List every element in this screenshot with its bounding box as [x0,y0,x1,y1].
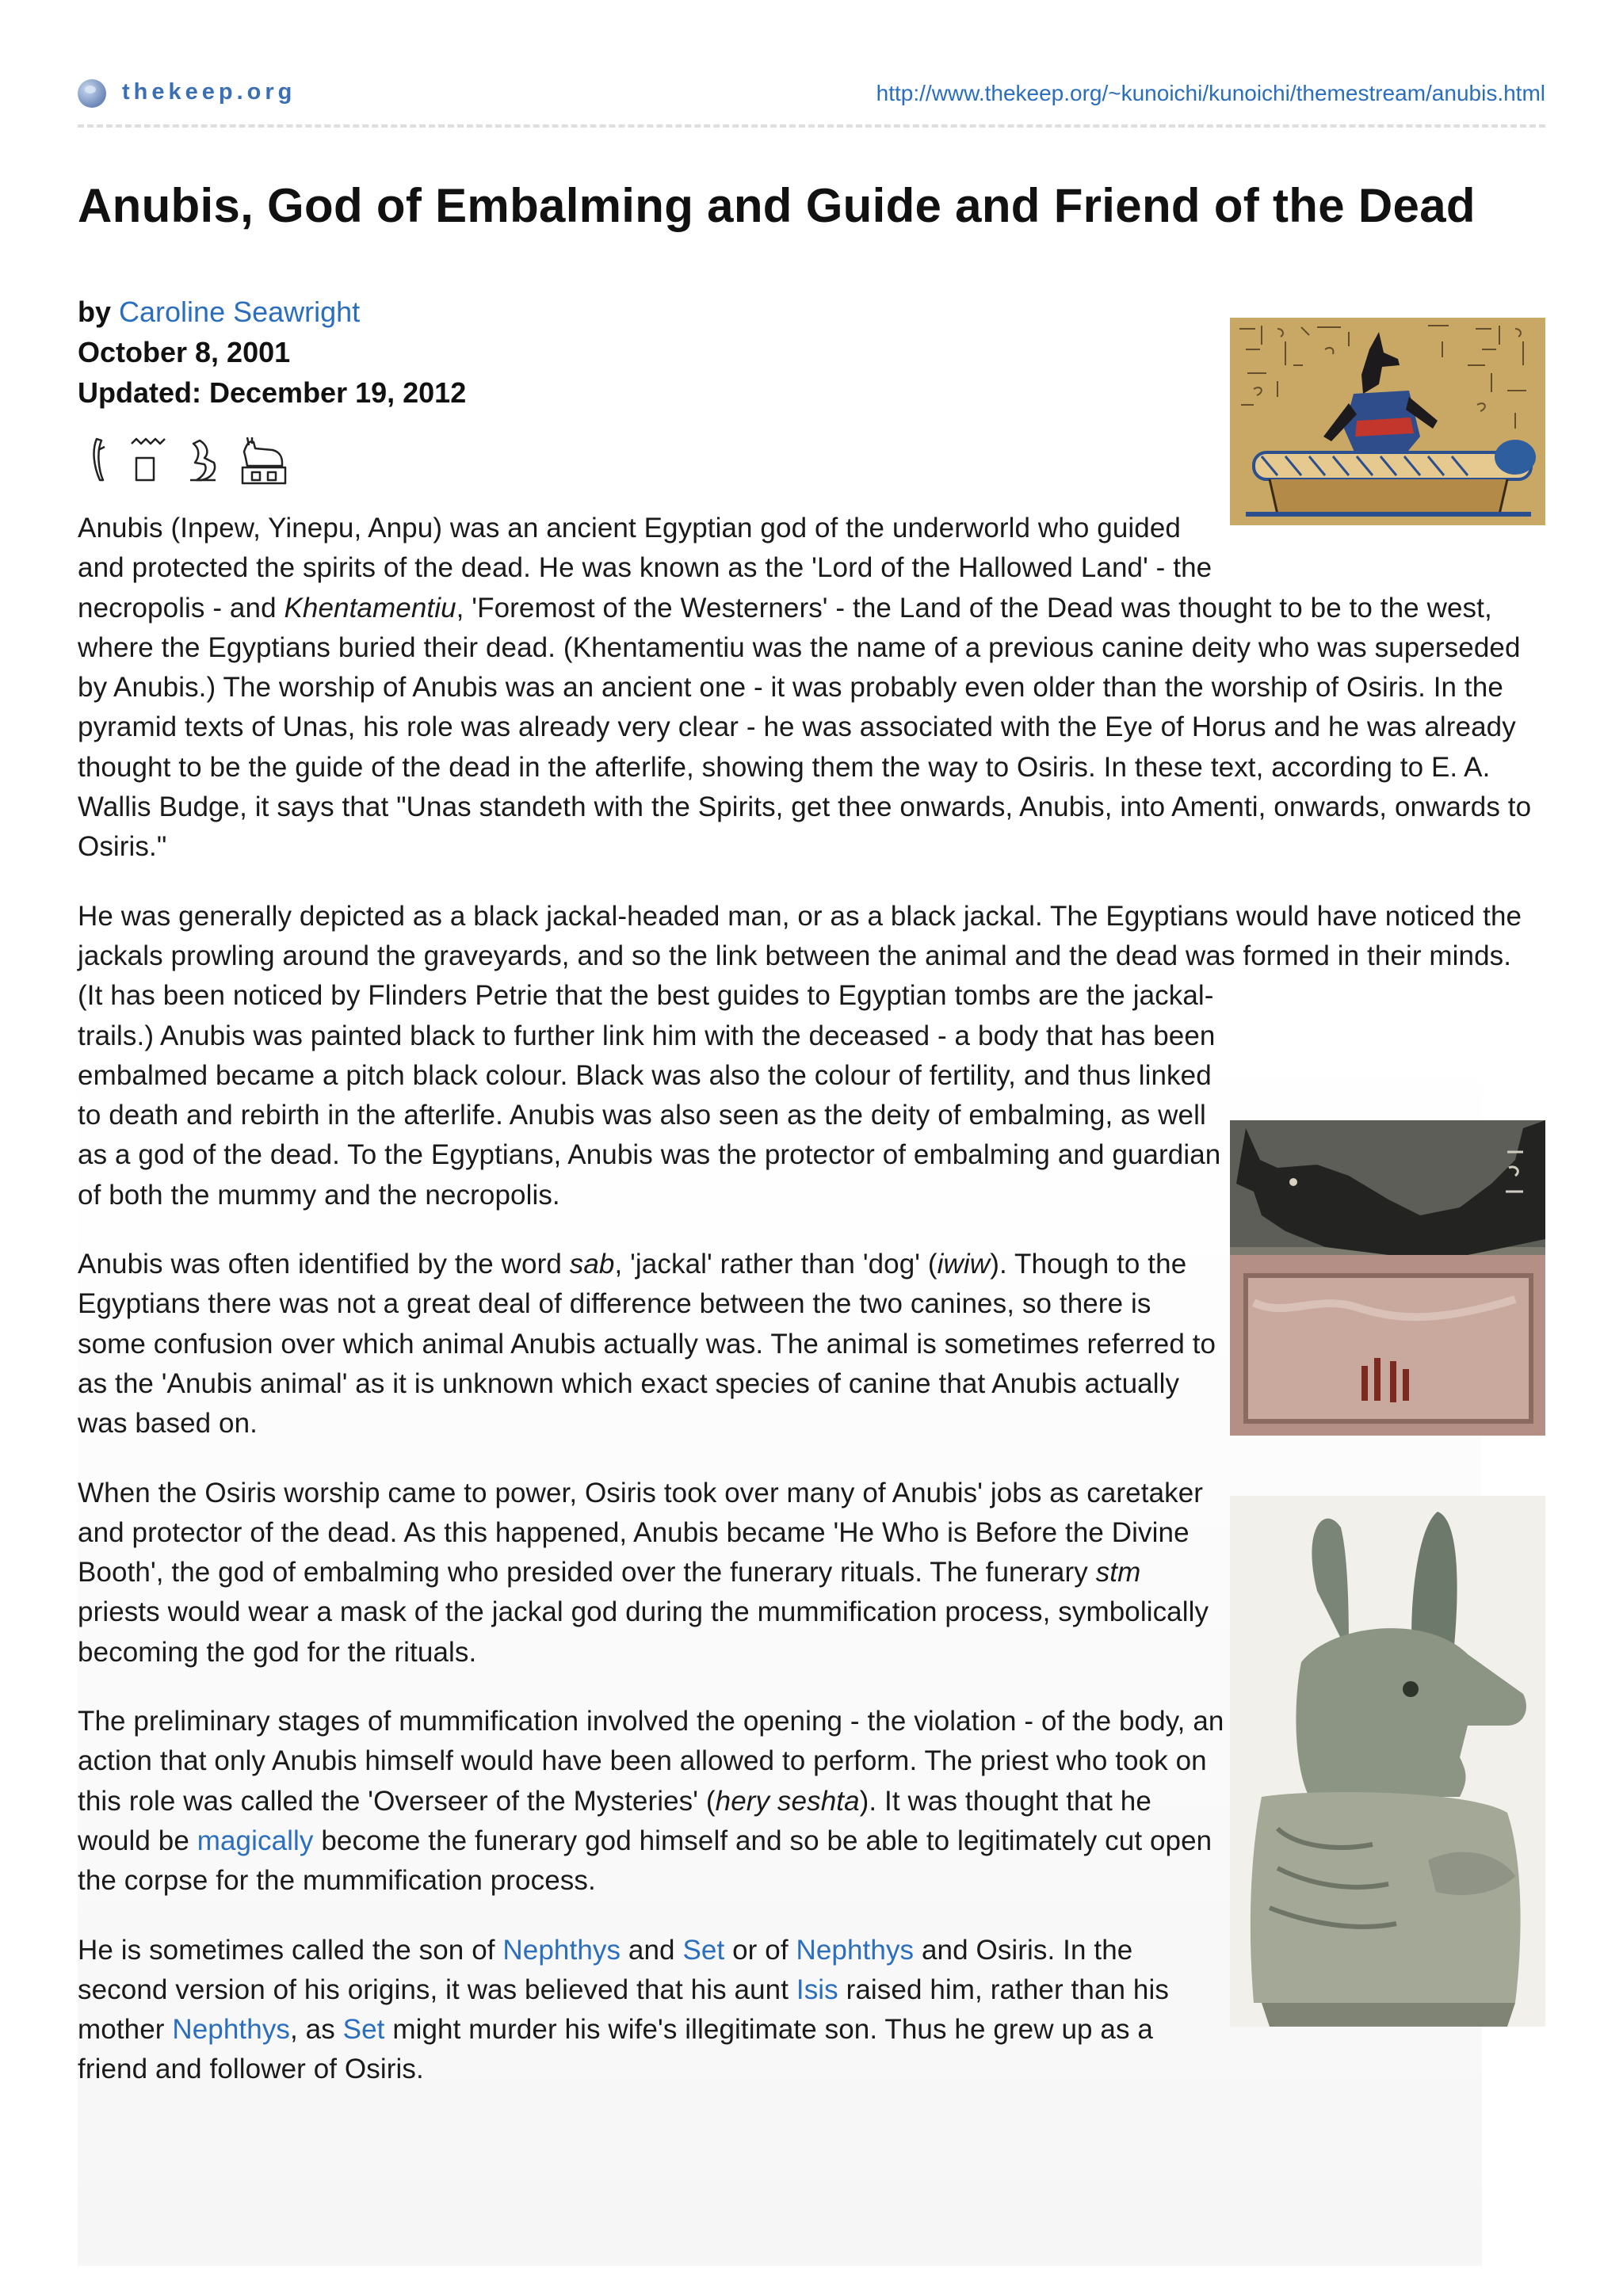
float-spacer [1227,1011,1544,1336]
text-span: When the Osiris worship came to power, Osiris took over many of Anubis' jobs as caretaker and protector of the dead. As this happened, Anubis became 'He Who is Before the Divine Booth', the god of embalming who presided over the funerary rituals. The funerary [78,1477,1204,1589]
link-set[interactable]: Set [342,2014,385,2046]
publish-date: October 8, 2001 [78,336,291,368]
page-header [78,76,1545,114]
updated-date: Updated: December 19, 2012 [78,376,467,409]
emphasis: hery seshta [715,1785,860,1817]
emphasis: sab [569,1249,615,1280]
link-nephthys[interactable]: Nephthys [172,2014,291,2046]
text-span: Anubis (Inpew, Yinepu, Anpu) was an ancient Egyptian god of the underworld who guided and protected the spirits of the dead. He was known as the 'Lord of the Hallowed Land' - the necropolis - and [78,513,1212,624]
link-magic[interactable]: magically [197,1825,314,1856]
author-link[interactable]: Caroline Seawright [119,296,361,328]
emphasis: stm [1095,1557,1141,1589]
article-title: Anubis, God of Embalming and Guide and Friend of the Dead [78,179,1476,232]
text-span: ). It was thought that he would be [78,1785,1151,1856]
text-span: and [621,1934,683,1966]
hieroglyph-inpw [89,434,304,486]
link-set[interactable]: Set [682,1934,725,1966]
text-span: Anubis was often identified by the word [78,1249,570,1280]
text-span: , 'jackal' rather than 'dog' ( [614,1249,938,1280]
text-span: priests would wear a mask of the jackal god during the mummification process, symbolically becoming the god for the rituals. [78,1596,1209,1668]
link-nephthys[interactable]: Nephthys [502,1934,621,1966]
site-name[interactable]: thekeep.org [122,79,296,105]
text-span: , 'Foremost of the Westerners' - the Land of the Dead was thought to be to the west, where the Egyptians buried their dead. (Khentamentiu was the name of a previous canine deity who was superseded by Anubis.) The worship of Anubis was an ancient one - it was probably even older than the worship of Osiris. In the pyramid texts of Unas, his role was already very clear - he was associated with the Eye of Horus and he was already thought to be the guide of the dead in the afterlife, showing them the way to Osiris. In these text, according to E. A. Wallis Budge, it says that "Unas standeth with the Spirits, get thee onwards, Anubis, into Amenti, onwards, onwards to Osiris." [78,592,1532,863]
link-isis[interactable]: Isis [796,1974,838,2005]
anubis-embalming-image [1230,318,1545,525]
article-body [78,509,1544,2185]
emphasis: iwiw [937,1249,991,1280]
emphasis: Khentamentiu [284,592,456,624]
source-url-link[interactable]: http://www.thekeep.org/~kunoichi/kunoichi/themestream/anubis.html [876,81,1545,105]
text-span: He was generally depicted as a black jackal-headed man, or as a black jackal. The Egyptians would have noticed the jackals prowling around the graveyards, and so the link between the animal and the dead was formed in their minds. (It has been noticed by Flinders Petrie that the best guides to Egyptian tombs are the jackal-trails.) Anubis was painted black to further link him with the deceased - a body that has been embalmed became a pitch black colour. Black was also the colour of fertility, and thus linked to death and rebirth in the afterlife. Anubis was also seen as the deity of embalming, as well as a god of the dead. To the Egyptians, Anubis was the protector of embalming and guardian of both the mummy and the necropolis. [78,900,1522,1211]
float-spacer [1227,1329,1544,2185]
text-span: He is sometimes called the son of [78,1934,503,1966]
byline [78,292,466,332]
text-span: The preliminary stages of mummification involved the opening - the violation - of the body, an action that only Anubis himself would have been allowed to perform. The priest who took on this role was called the 'Overseer of the Mysteries' ( [78,1706,1224,1817]
text-span: and Osiris. In the second version of his origins, it was believed that his aunt [78,1934,1133,2005]
text-span: become the funerary god himself and so be able to legitimately cut open the corpse for the mummification process. [78,1825,1212,1897]
link-nephthys[interactable]: Nephthys [796,1934,915,1966]
text-span: , as [290,2014,343,2046]
text-span: or of [724,1934,796,1966]
header-divider [78,124,1545,128]
by-label: by [78,296,112,328]
float-spacer [1227,509,1544,572]
globe-icon [78,79,106,108]
text-span: ). Though to the Egyptians there was not a great deal of difference between the two canines, so there is some confusion over which animal Anubis actually was. The animal is sometimes referred to as the 'Anubis animal' as it is unknown which exact species of canine that Anubis actually was based on. [78,1249,1216,1440]
article-meta [78,292,466,413]
text-span: might murder his wife's illegitimate son. Thus he grew up as a friend and follower of Osiris. [78,2014,1153,2085]
text-span: raised him, rather than his mother [78,1974,1169,2046]
